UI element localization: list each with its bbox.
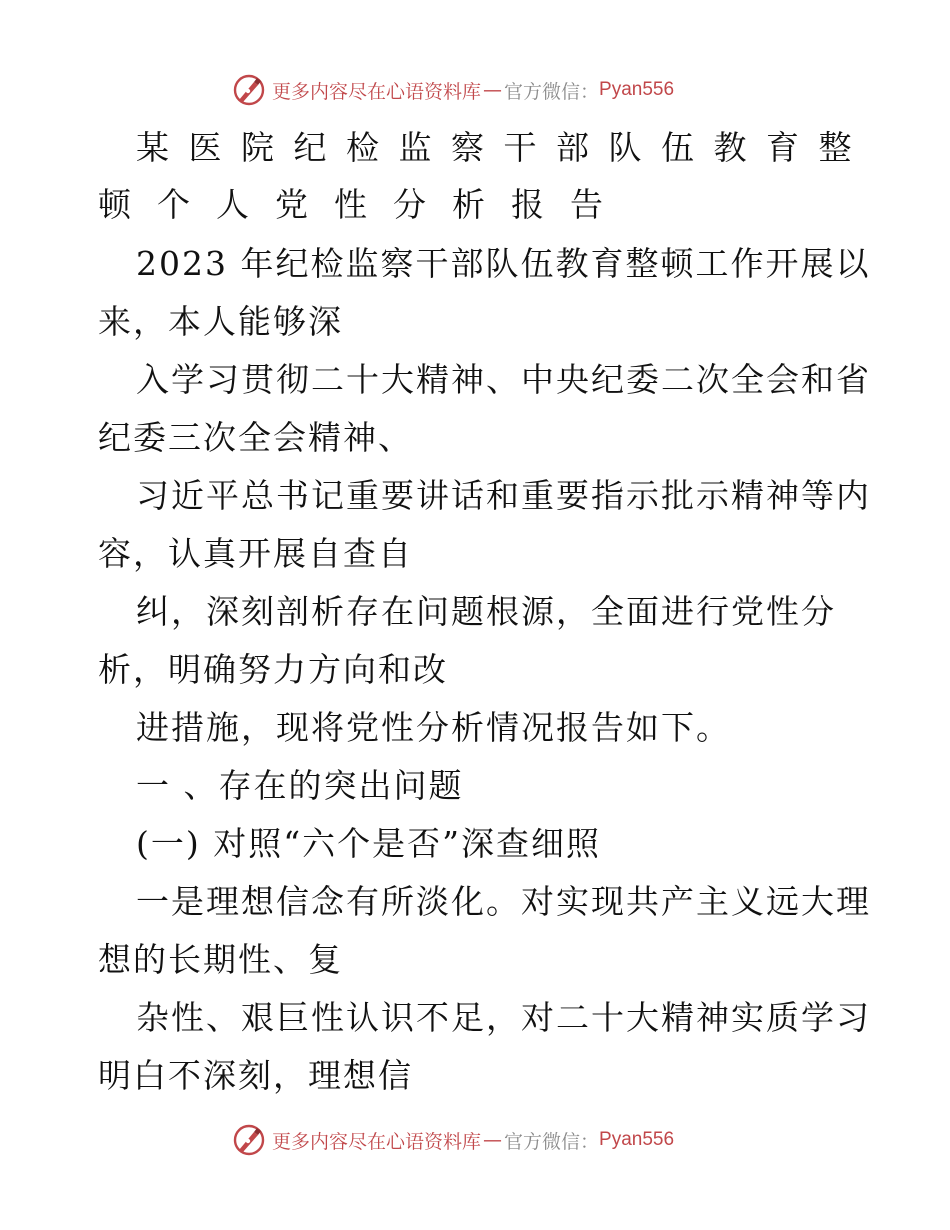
body-line: 进措施，现将党性分析情况报告如下。 [136,708,731,747]
watermark-site-text: 更多内容尽在心语资料库 [272,80,482,103]
body-line: 容，认真开展自查自 [98,534,413,573]
body-line: 来，本人能够深 [98,302,343,341]
body-line: 想的长期性、复 [98,940,343,979]
watermark-wechat-label: 官方微信： [504,80,600,103]
body-line: 析，明确努力方向和改 [98,650,448,689]
body-line: 习近平总书记重要讲话和重要指示批示精神等内 [136,476,871,515]
pen-logo-icon [232,73,266,107]
watermark-wechat-id: Pyan556 [599,79,675,100]
body-line: 入学习贯彻二十大精神、中央纪委二次全会和省 [136,360,871,399]
watermark-separator: — [483,79,503,101]
header-watermark [232,70,674,110]
body-line: 2023 年纪检监察干部队伍教育整顿工作开展以 [136,244,871,283]
watermark-wechat-id: Pyan556 [599,1129,675,1150]
body-line: 杂性、艰巨性认识不足，对二十大精神实质学习 [136,998,871,1037]
section-heading: 一 、存在的突出问题 [136,766,464,805]
document-title-line-1: 某医院纪检监察干部队伍教育整 [136,128,871,167]
body-line: 纠，深刻剖析存在问题根源，全面进行党性分 [136,592,836,631]
body-line: 纪委三次全会精神、 [98,418,413,457]
watermark-wechat-label: 官方微信： [504,1130,600,1153]
watermark-site-text: 更多内容尽在心语资料库 [272,1130,482,1153]
body-line: 一是理想信念有所淡化。对实现共产主义远大理 [136,882,871,921]
footer-watermark [232,1120,674,1160]
body-line: 明白不深刻，理想信 [98,1056,413,1095]
pen-logo-icon [232,1123,266,1157]
document-title-line-2: 顿个人党性分析报告 [98,185,629,224]
subsection-heading: (一) 对照“六个是否”深查细照 [136,824,601,863]
watermark-separator: — [483,1129,503,1151]
